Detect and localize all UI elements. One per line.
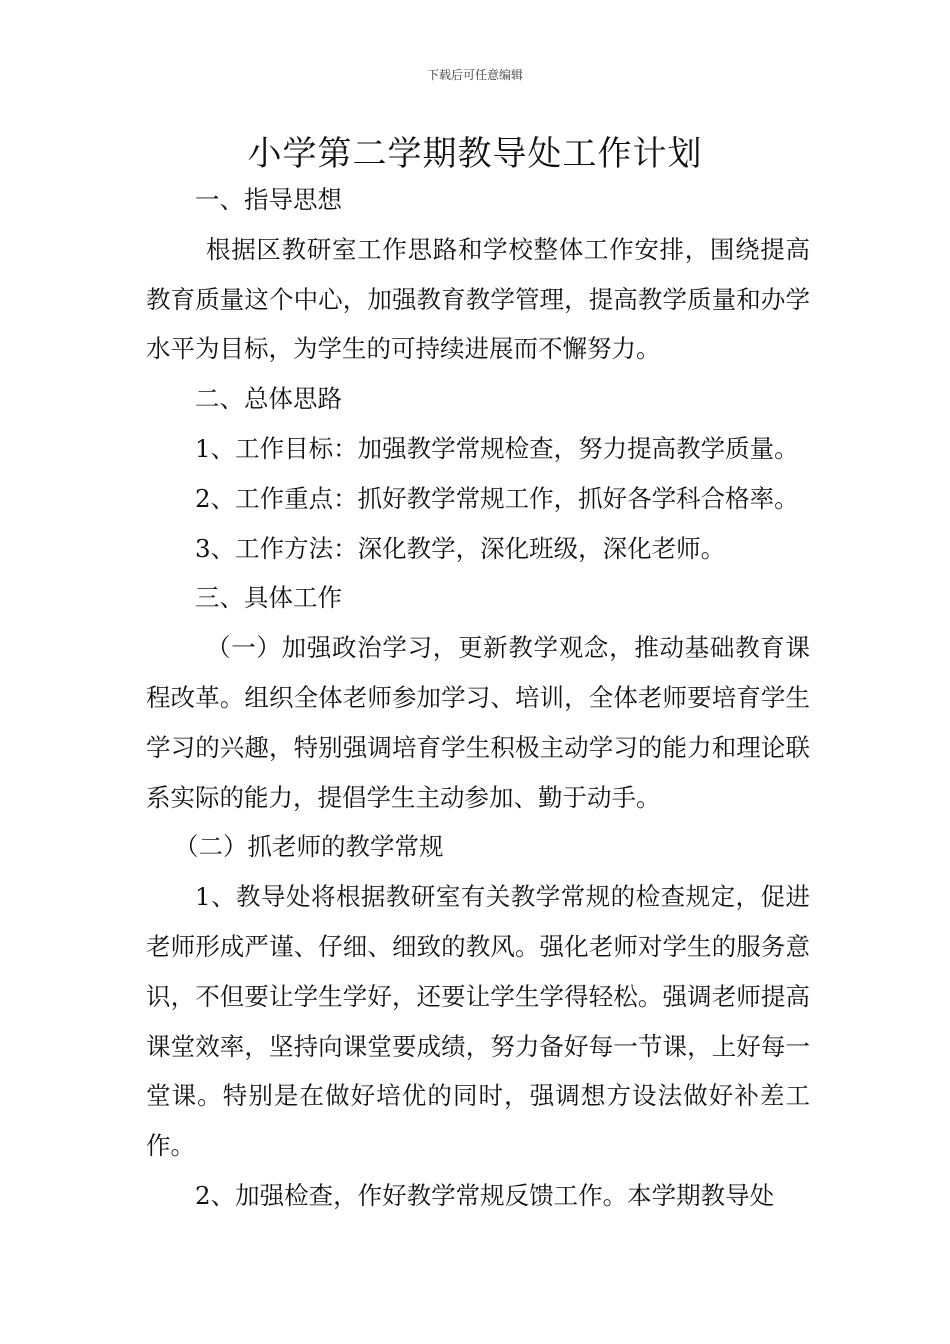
paragraph-routine-inspection: 1、教导处将根据教研室有关教学常规的检查规定，促进老师形成严谨、仔细、细致的教风。强化老师对学生的服务意识，不但要让学生学好，还要让学生学得轻松。强调老师提高课堂效率，坚持向课堂要成绩，努力备好每一节课，上好每一堂课。特别是在做好培优的同时，强调想方设法做好补差工作。 xyxy=(146,882,810,1161)
header-note: 下载后可任意编辑 xyxy=(426,68,523,82)
section-heading-guiding-thought: 一、指导思想 xyxy=(195,185,342,214)
list-item-work-focus: 2、工作重点：抓好教学常规工作，抓好各学科合格率。 xyxy=(195,483,799,513)
document-title: 小学第二学期教导处工作计划 xyxy=(247,134,703,174)
subheading-teaching-routine: （二）抓老师的教学常规 xyxy=(174,832,444,862)
document-body xyxy=(146,175,810,1221)
paragraph-strengthen-checks: 2、加强检查，作好教学常规反馈工作。本学期教导处 xyxy=(195,1180,775,1210)
list-item-work-method: 3、工作方法：深化教学，深化班级，深化老师。 xyxy=(195,533,726,563)
paragraph-political-study: （一）加强政治学习，更新教学观念，推动基础教育课程改革。组织全体老师参加学习、培训，全体老师要培育学生学习的兴趣，特别强调培育学生积极主动学习的能力和理论联系实际的能力，提倡学生主动参加、勤于动手。 xyxy=(146,633,810,812)
section-heading-specific-work: 三、具体工作 xyxy=(195,583,342,613)
paragraph-guiding-thought: 根据区教研室工作思路和学校整体工作安排，围绕提高教育质量这个中心，加强教育教学管理，提高教学质量和办学水平为目标，为学生的可持续进展而不懈努力。 xyxy=(146,234,810,364)
list-item-work-goal: 1、工作目标：加强教学常规检查，努力提高教学质量。 xyxy=(195,433,799,463)
section-heading-overall-approach: 二、总体思路 xyxy=(195,384,342,414)
